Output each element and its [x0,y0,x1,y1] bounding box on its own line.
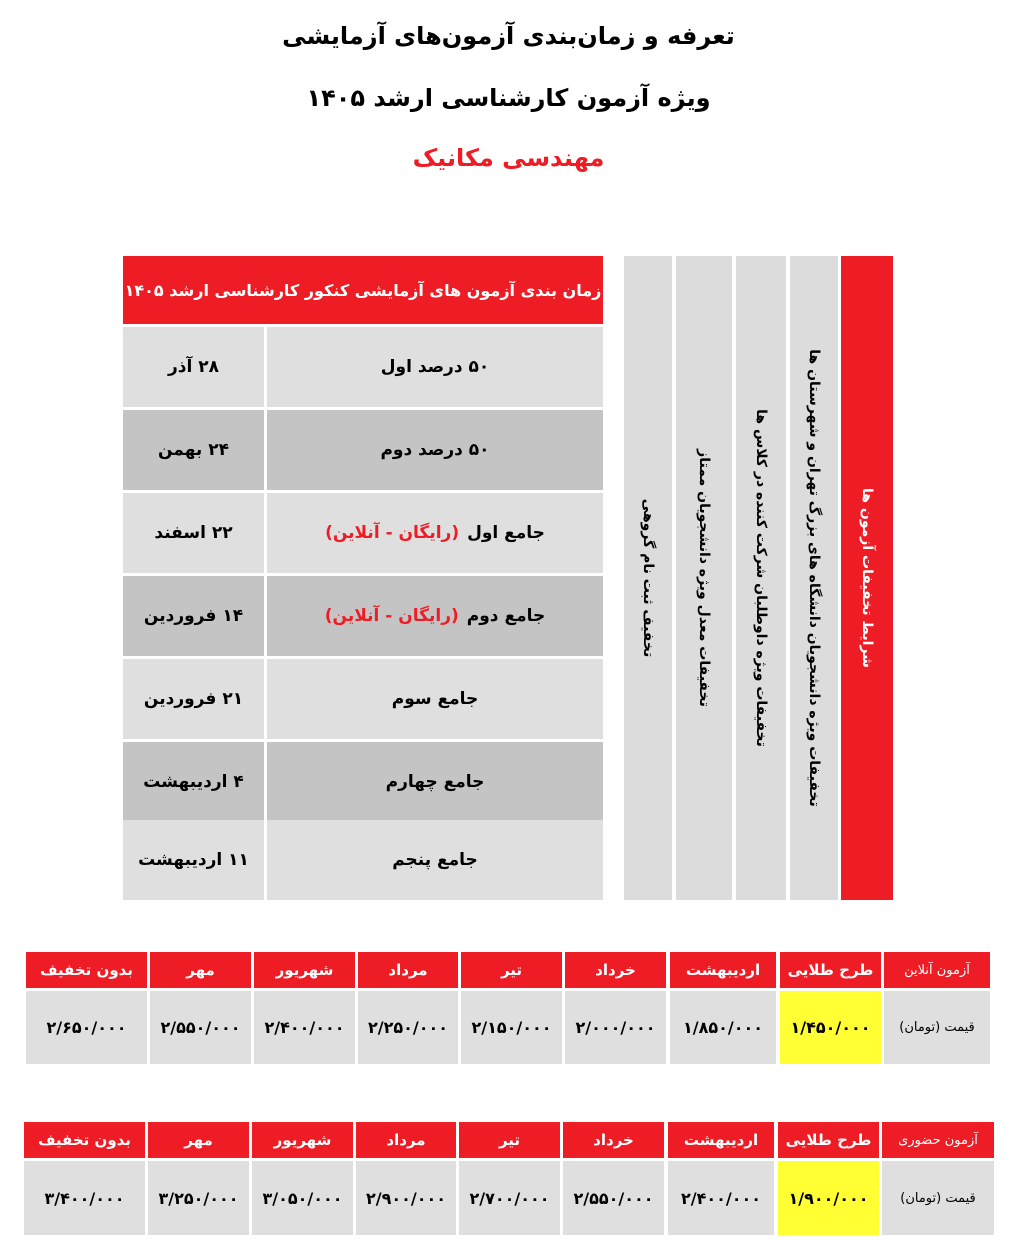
exam-note: (رایگان - آنلاین) [324,606,459,626]
schedule-row [123,742,603,822]
schedule-row [123,493,603,573]
price-value: ۱/۴۵۰/۰۰۰ [780,991,881,1064]
price-value: ۳/۰۵۰/۰۰۰ [252,1161,353,1235]
discount-text: تخفیفات ویژه داوطلبان شرکت کننده در کلاس ها [753,409,769,747]
exam-note: (رایگان - آنلاین) [325,523,460,543]
title-line-3: مهندسی مکانیک [412,144,605,172]
price-column-header: مرداد [356,1122,456,1158]
price-row-label: قیمت (تومان) [882,1161,994,1235]
price-value: ۳/۴۰۰/۰۰۰ [24,1161,145,1235]
schedule-table-title: زمان بندی آزمون های آزمایشی کنکور کارشناسی ارشد ۱۴۰۵ [123,256,603,324]
exam-name-cell [267,820,603,900]
exam-name: جامع دوم [466,606,546,626]
schedule-row [123,659,603,739]
exam-name-cell [267,659,603,739]
price-value: ۱/۹۰۰/۰۰۰ [778,1161,879,1235]
price-column-header: مهر [150,952,251,988]
exam-date: ۴ اردیبهشت [123,742,264,822]
schedule-row [123,327,603,407]
price-column-header: طرح طلایی [778,1122,879,1158]
exam-name-cell [267,327,603,407]
exam-name: جامع اول [467,523,545,543]
price-column-header: طرح طلایی [780,952,881,988]
price-column-header: مرداد [358,952,458,988]
online-price-table [26,952,990,1064]
online-label: آزمون آنلاین [884,952,990,988]
price-column-header: اردیبهشت [670,952,776,988]
title-line-2: ویژه آزمون کارشناسی ارشد ۱۴۰۵ [306,84,711,112]
price-value: ۱/۸۵۰/۰۰۰ [670,991,776,1064]
price-column-header: بدون تخفیف [24,1122,145,1158]
discount-text: تخفیفات معدل ویژه دانشجویان ممتاز [696,449,712,707]
discount-title: شرایط تخفیفات آزمون ها [859,488,875,668]
price-value: ۲/۴۰۰/۰۰۰ [668,1161,774,1235]
price-value: ۳/۲۵۰/۰۰۰ [148,1161,249,1235]
price-column-header: خرداد [565,952,666,988]
exam-date: ۲۸ آذر [123,327,264,407]
exam-name: جامع سوم [391,689,479,709]
discount-strip [790,256,838,900]
exam-name: ۵۰ درصد اول [380,357,490,377]
price-value: ۲/۹۰۰/۰۰۰ [356,1161,456,1235]
price-value: ۲/۷۰۰/۰۰۰ [459,1161,560,1235]
exam-name: جامع پنجم [392,850,478,870]
schedule-table [123,256,603,900]
exam-name: ۵۰ درصد دوم [380,440,490,460]
price-value: ۲/۲۵۰/۰۰۰ [358,991,458,1064]
inperson-label: آزمون حضوری [882,1122,994,1158]
exam-name-cell [267,493,603,573]
price-column-header: اردیبهشت [668,1122,774,1158]
exam-date: ۲۴ بهمن [123,410,264,490]
price-value: ۲/۵۵۰/۰۰۰ [150,991,251,1064]
discount-text: تخفیف ثبت نام گروهی [640,498,656,658]
discount-strip [736,256,786,900]
price-column-header: مهر [148,1122,249,1158]
schedule-row [123,820,603,900]
inperson-price-table [24,1122,994,1235]
exam-name-cell [267,576,603,656]
discount-strip [676,256,732,900]
discount-strip [624,256,672,900]
exam-date: ۱۴ فروردین [123,576,264,656]
price-column-header: تیر [459,1122,560,1158]
price-column-header: تیر [461,952,562,988]
exam-name-cell [267,410,603,490]
schedule-row [123,410,603,490]
price-value: ۲/۵۵۰/۰۰۰ [563,1161,664,1235]
exam-date: ۱۱ اردیبهشت [123,820,264,900]
schedule-row [123,576,603,656]
exam-date: ۲۲ اسفند [123,493,264,573]
exam-name-cell [267,742,603,822]
price-value: ۲/۶۵۰/۰۰۰ [26,991,147,1064]
price-column-header: خرداد [563,1122,664,1158]
discount-title-strip [841,256,893,900]
exam-date: ۲۱ فروردین [123,659,264,739]
price-column-header: شهریور [254,952,355,988]
price-row-label: قیمت (تومان) [884,991,990,1064]
price-column-header: شهریور [252,1122,353,1158]
price-value: ۲/۰۰۰/۰۰۰ [565,991,666,1064]
price-value: ۲/۴۰۰/۰۰۰ [254,991,355,1064]
title-line-1: تعرفه و زمان‌بندی آزمون‌های آزمایشی [282,22,735,50]
discount-text: تخفیفات ویژه دانشجویان دانشگاه های بزرگ تهران و شهرستان ها [806,349,822,807]
price-column-header: بدون تخفیف [26,952,147,988]
price-value: ۲/۱۵۰/۰۰۰ [461,991,562,1064]
exam-name: جامع چهارم [385,772,485,792]
